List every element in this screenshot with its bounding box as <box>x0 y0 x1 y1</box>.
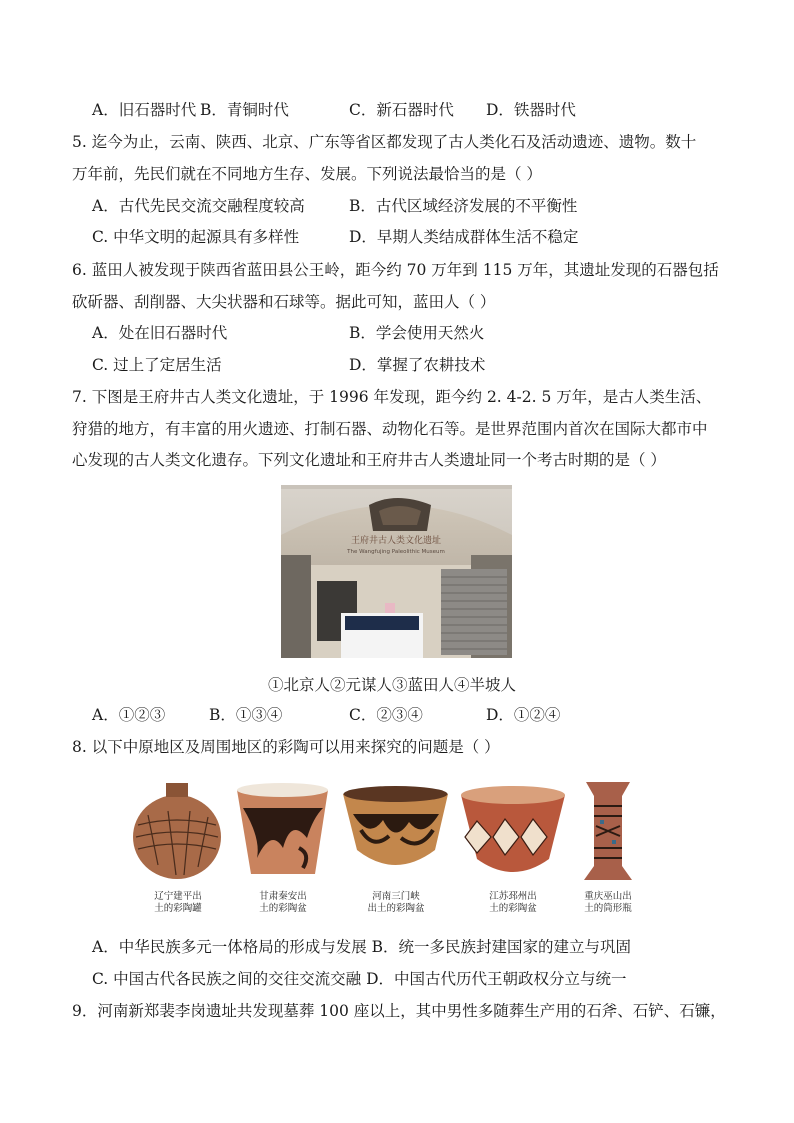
pottery-basin-jiangsu <box>457 781 569 887</box>
q7-option-d: D．①②④ <box>486 706 561 724</box>
q6-stem-line-2: 砍斫器、刮削器、大尖状器和石球等。据此可知，蓝田人（ ） <box>72 293 496 311</box>
q6-option-d: D．掌握了农耕技术 <box>349 356 486 374</box>
pot-label-5: 重庆巫山出 土的筒形瓶 <box>584 891 632 914</box>
q4-option-c: C．新石器时代 <box>349 101 454 119</box>
pot-label-1: 辽宁建平出 土的彩陶罐 <box>154 891 202 914</box>
museum-sign-en: The Wangfujing Paleolithic Museum <box>347 549 445 555</box>
q7-stem-line-3: 心发现的古人类文化遗存。下列文化遗址和王府井古人类遗址同一个考古时期的是（ ） <box>72 451 666 469</box>
q5-option-c: C. 中华文明的起源具有多样性 <box>92 228 300 246</box>
q7-stem-line-1: 7. 下图是王府井古人类文化遗址，于 1996 年发现，距今约 2. 4-2. 5 万年，是古人类生活、 <box>72 388 712 406</box>
pot-label-3: 河南三门峡 出土的彩陶盆 <box>367 891 425 914</box>
q7-caption: ①北京人②元谋人③蓝田人④半坡人 <box>268 676 517 694</box>
q6-option-c: C. 过上了定居生活 <box>92 356 222 374</box>
q6-stem-line-1: 6. 蓝田人被发现于陕西省蓝田县公王岭，距今约 70 万年到 115 万年，其遗址发现的石器包括 <box>72 261 719 279</box>
q5-stem-line-2: 万年前，先民们就在不同地方生存、发展。下列说法最恰当的是（ ） <box>72 165 542 183</box>
q5-option-a: A．古代先民交流交融程度较高 <box>92 197 305 215</box>
q8-stem: 8. 以下中原地区及周围地区的彩陶可以用来探究的问题是（ ） <box>72 738 500 756</box>
q4-option-a: A．旧石器时代 <box>92 101 197 119</box>
pot-label-2: 甘肃秦安出 土的彩陶盆 <box>259 891 307 914</box>
q7-option-a: A．①②③ <box>92 706 166 724</box>
q5-stem-line-1: 5. 迄今为止，云南、陕西、北京、广东等省区都发现了古人类化石及活动遗迹、遗物。数十 <box>72 133 697 151</box>
q9-stem-line-1: 9．河南新郑裴李岗遗址共发现墓葬 100 座以上，其中男性多随葬生产用的石斧、石铲、石镰， <box>72 1002 726 1020</box>
q5-option-b: B．古代区域经济发展的不平衡性 <box>349 197 578 215</box>
q6-option-b: B．学会使用天然火 <box>349 324 485 342</box>
q7-option-c: C．②③④ <box>349 706 423 724</box>
q7-option-b: B．①③④ <box>209 706 283 724</box>
pottery-jar-liaoning <box>128 775 226 887</box>
q8-option-ab: A．中华民族多元一体格局的形成与发展 B．统一多民族封建国家的建立与巩固 <box>92 938 632 956</box>
q5-option-d: D．早期人类结成群体生活不稳定 <box>349 228 579 246</box>
pottery-vase-chongqing <box>574 776 642 887</box>
museum-sign-cn: 王府井古人类文化遗址 <box>350 536 442 546</box>
q6-option-a: A．处在旧石器时代 <box>92 324 228 342</box>
pot-label-4: 江苏邳州出 土的彩陶盆 <box>489 891 537 914</box>
museum-photo <box>281 485 512 658</box>
q7-stem-line-2: 狩猎的地方，有丰富的用火遗迹、打制石器、动物化石等。是世界范围内首次在国际大都市中 <box>72 420 708 438</box>
q8-option-cd: C. 中国古代各民族之间的交往交流交融 D．中国古代历代王朝政权分立与统一 <box>92 970 627 988</box>
q4-option-d: D．铁器时代 <box>486 101 576 119</box>
pottery-basin-henan <box>339 780 452 887</box>
q4-option-b: B．青铜时代 <box>200 101 289 119</box>
pottery-basin-gansu <box>231 778 334 887</box>
